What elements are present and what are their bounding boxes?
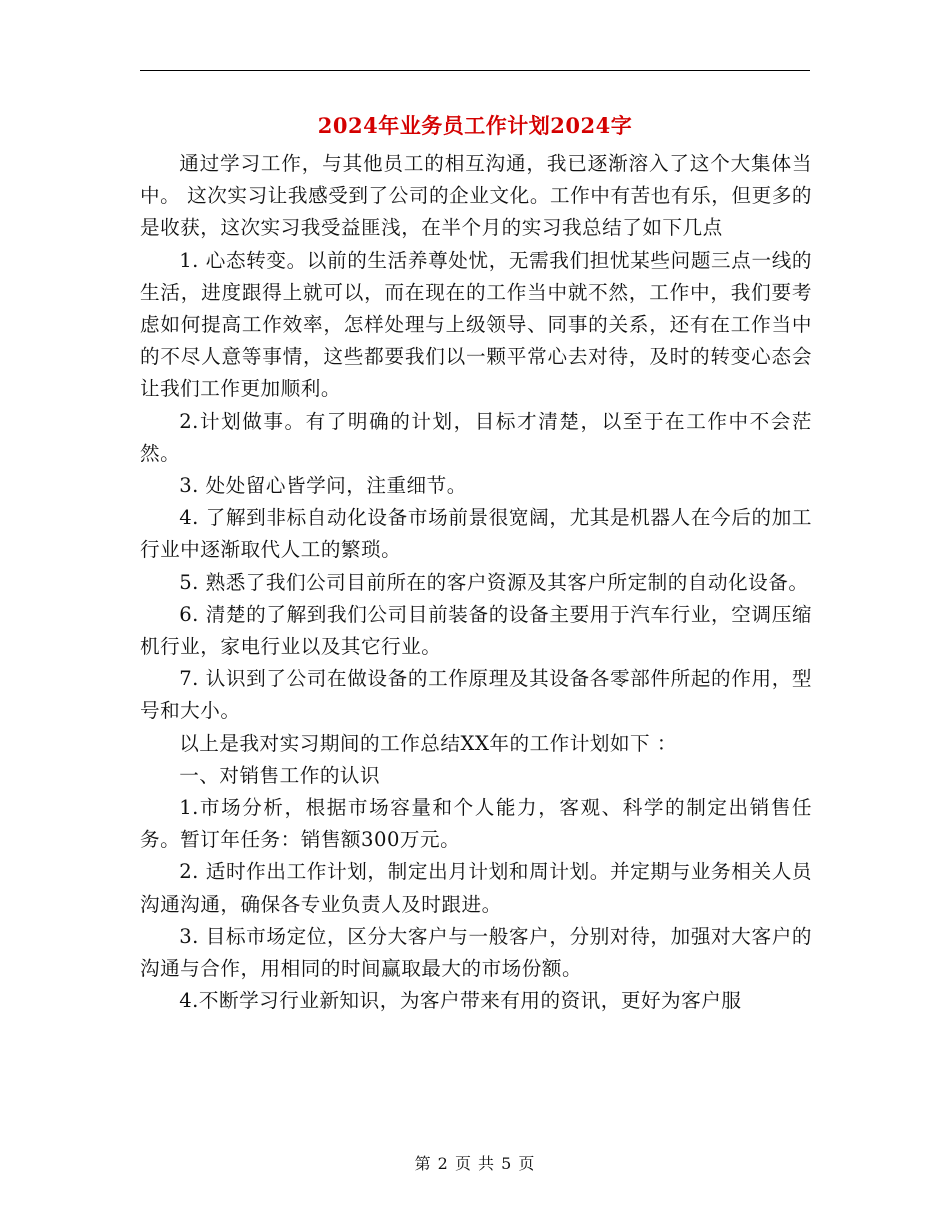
paragraph-point-1: 1. 心态转变。以前的生活养尊处忧，无需我们担忧某些问题三点一线的生活，进度跟得上就可以，而在现在的工作当中就不然，工作中，我们要考虑如何提高工作效率，怎样处理与上级领导、同事的关系，还有在工作当中的不尽人意等事情，这些都要我们以一颗平常心去对待，及时的转变心态会让我们工作更加顺利。 <box>140 248 812 401</box>
section-heading-sales: 一、对销售工作的认识 <box>179 763 381 787</box>
paragraph-point-4: 4. 了解到非标自动化设备市场前景很宽阔，尤其是机器人在今后的加工行业中逐渐取代人工的繁琐。 <box>140 506 812 562</box>
paragraph-point-5: 5. 熟悉了我们公司目前所在的客户资源及其客户所定制的自动化设备。 <box>179 570 809 594</box>
document-body <box>140 148 812 1017</box>
paragraph-point-3: 3. 处处留心皆学问，注重细节。 <box>179 474 467 498</box>
document-title: 2024年业务员工作计划2024字 <box>317 113 633 138</box>
paragraph-point-2: 2.计划做事。有了明确的计划，目标才清楚，以至于在工作中不会茫然。 <box>140 409 812 465</box>
paragraph-point-6: 6. 清楚的了解到我们公司目前装备的设备主要用于汽车行业，空调压缩机行业，家电行业以及其它行业。 <box>140 602 812 659</box>
page-footer: 第 2 页 共 5 页 <box>414 1154 536 1173</box>
paragraph-plan-intro: 以上是我对实习期间的工作总结XX年的工作计划如下 ： <box>179 731 677 755</box>
paragraph-sales-2: 2. 适时作出工作计划，制定出月计划和周计划。并定期与业务相关人员沟通沟通，确保各专业负责人及时跟进。 <box>140 860 812 916</box>
paragraph-intro: 通过学习工作，与其他员工的相互沟通，我已逐渐溶入了这个大集体当中。 这次实习让我感受到了公司的企业文化。工作中有苦也有乐，但更多的是收获，这次实习我受益匪浅，在半个月的实习我总结了如下几点 <box>140 152 812 240</box>
paragraph-sales-1: 1.市场分析，根据市场容量和个人能力，客观、科学的制定出销售任务。暂订年任务：销售额300万元。 <box>140 796 812 852</box>
header-rule <box>140 70 810 71</box>
paragraph-sales-4: 4.不断学习行业新知识，为客户带来有用的资讯，更好为客户服 <box>179 989 742 1013</box>
paragraph-point-7: 7. 认识到了公司在做设备的工作原理及其设备各零部件所起的作用，型号和大小。 <box>140 667 812 723</box>
paragraph-sales-3: 3. 目标市场定位，区分大客户与一般客户，分别对待，加强对大客户的沟通与合作，用相同的时间赢取最大的市场份额。 <box>140 924 812 981</box>
